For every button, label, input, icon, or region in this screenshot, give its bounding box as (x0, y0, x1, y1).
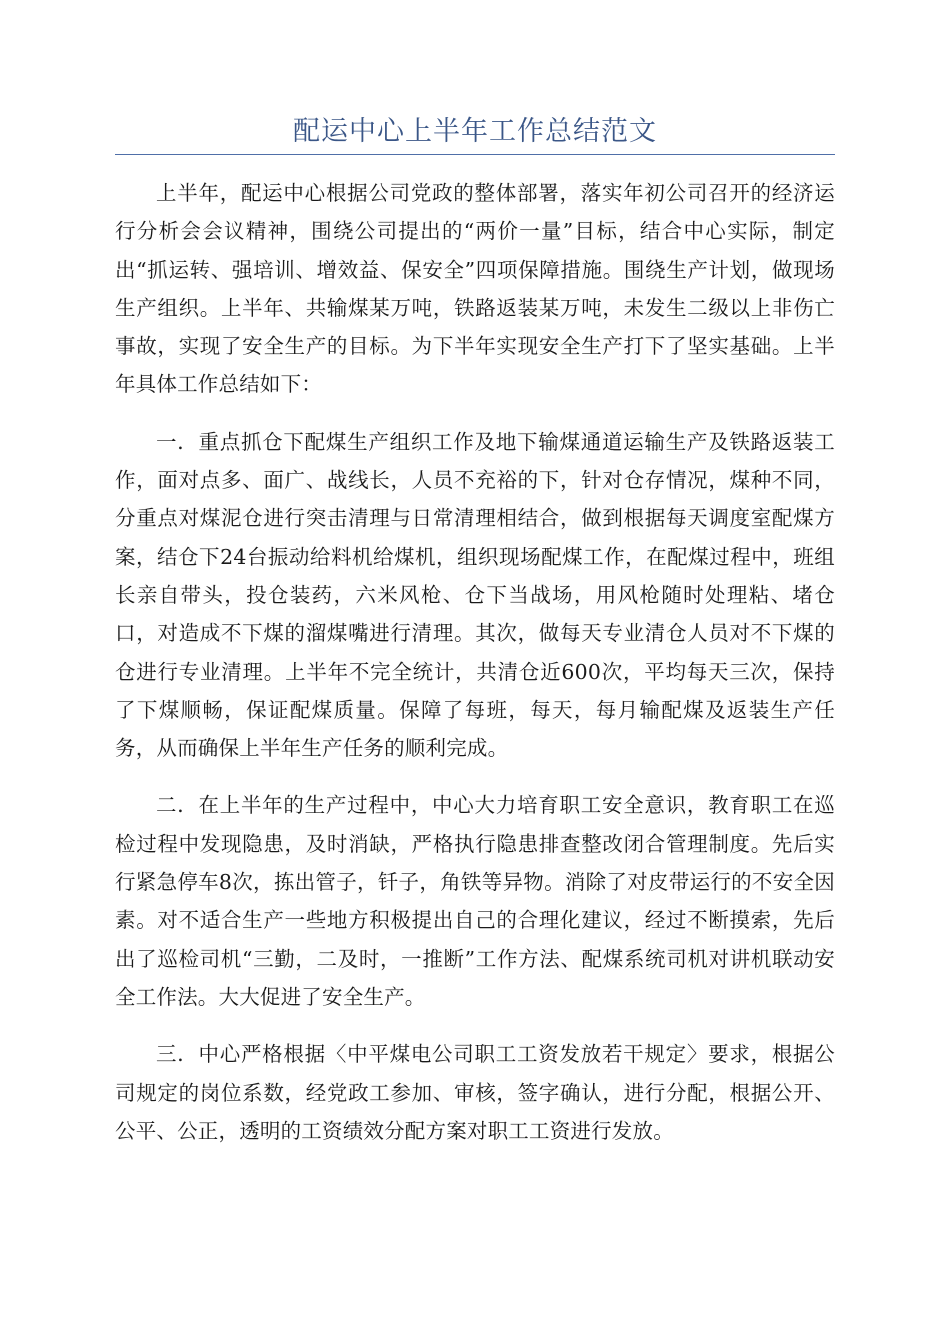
document-title: 配运中心上半年工作总结范文 (293, 116, 657, 147)
paragraph-section-1: 一．重点抓仓下配煤生产组织工作及地下输煤通道运输生产及铁路返装工作，面对点多、面广、战线长，人员不充裕的下，针对仓存情况，煤种不同，分重点对煤泥仓进行突击清理与日常清理相结合，做到根据每天调度室配煤方案，结仓下24台振动给料机给煤机，组织现场配煤工作，在配煤过程中，班组长亲自带头，投仓装药，六米风枪、仓下当战场，用风枪随时处理粘、堵仓口，对造成不下煤的溜煤嘴进行清理。其次，做每天专业清仓人员对不下煤的仓进行专业清理。上半年不完全统计，共清仓近600次，平均每天三次，保持了下煤顺畅，保证配煤质量。保障了每班，每天，每月输配煤及返装生产任务，从而确保上半年生产任务的顺利完成。 (115, 429, 835, 761)
paragraph-intro: 上半年，配运中心根据公司党政的整体部署，落实年初公司召开的经济运行分析会会议精神，围绕公司提出的“两价一量”目标，结合中心实际，制定出“抓运转、强培训、增效益、保安全”四项保障措施。围绕生产计划，做现场生产组织。上半年、共输煤某万吨，铁路返装某万吨，未发生二级以上非伤亡事故，实现了安全生产的目标。为下半年实现安全生产打下了坚实基础。上半年具体工作总结如下： (115, 181, 835, 397)
paragraph-section-3: 三．中心严格根据〈中平煤电公司职工工资发放若干规定〉要求，根据公司规定的岗位系数，经党政工参加、审核，签字确认，进行分配，根据公开、公平、公正，透明的工资绩效分配方案对职工工资进行发放。 (115, 1042, 835, 1143)
title-underline (115, 154, 835, 155)
paragraph-section-2: 二．在上半年的生产过程中，中心大力培育职工安全意识，教育职工在巡检过程中发现隐患，及时消缺，严格执行隐患排查整改闭合管理制度。先后实行紧急停车8次，拣出管子，钎子，角铁等异物。消除了对皮带运行的不安全因素。对不适合生产一些地方积极提出自己的合理化建议，经过不断摸索，先后出了巡检司机“三勤，二及时，一推断”工作方法、配煤系统司机对讲机联动安全工作法。大大促进了安全生产。 (115, 793, 835, 1009)
document-body (115, 174, 835, 1169)
